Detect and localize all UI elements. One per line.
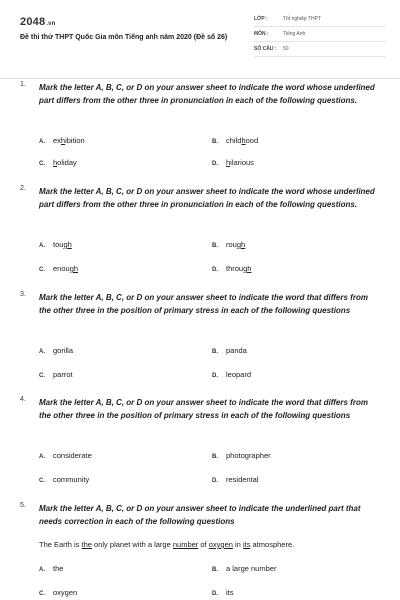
sentence-underlined-part: the	[81, 540, 92, 549]
option-text: leopard	[226, 370, 252, 379]
site-logo[interactable]	[20, 16, 56, 28]
option-label: D.	[212, 373, 218, 379]
option-label: D.	[212, 591, 218, 597]
meta-key: MÔN :	[254, 31, 269, 37]
question-stem: Mark the letter A, B, C, or D on your answer sheet to indicate the word whose underlined part differs from the other three in pronunciation in each of the following questions.	[39, 83, 375, 105]
option-a[interactable]	[39, 240, 72, 249]
page-header	[18, 0, 382, 70]
option-d[interactable]	[212, 158, 254, 167]
option-b[interactable]	[212, 451, 271, 460]
option-text: its	[226, 588, 234, 597]
option-text: gorilla	[53, 346, 74, 355]
option-a[interactable]	[39, 451, 92, 460]
option-underlined: gh	[236, 240, 246, 249]
option-a[interactable]	[39, 136, 85, 145]
option-b[interactable]	[212, 564, 276, 573]
meta-key: LỚP :	[254, 16, 268, 22]
option-underlined: gh	[63, 240, 72, 249]
exam-title: Đề thi thử THPT Quốc Gia môn Tiếng anh năm 2020 (Đề số 26)	[20, 34, 228, 41]
question-number: 2.	[20, 185, 26, 192]
option-label: D.	[212, 478, 218, 484]
option-text: ood	[245, 136, 259, 145]
option-underlined: gh	[243, 264, 252, 273]
option-text: panda	[226, 346, 247, 355]
option-label: C.	[39, 591, 45, 597]
meta-row-class	[254, 12, 386, 27]
option-d[interactable]	[212, 588, 234, 597]
option-c[interactable]	[39, 264, 78, 273]
exam-meta-table	[254, 12, 386, 57]
option-b[interactable]	[212, 240, 245, 249]
option-c[interactable]	[39, 158, 77, 167]
option-text: enou	[53, 264, 70, 273]
meta-value: Tốt nghiệp THPT	[283, 16, 321, 22]
meta-key: SỐ CÂU :	[254, 46, 277, 52]
option-d[interactable]	[212, 475, 259, 484]
sentence-underlined-part: number	[172, 540, 199, 549]
option-text: ilarious	[230, 158, 254, 167]
option-label: A.	[39, 567, 45, 573]
question-stem: Mark the letter A, B, C, or D on your answer sheet to indicate the word that differs from the other three in the position of primary stress in each of the following questions	[39, 293, 368, 315]
option-label: D.	[212, 267, 218, 273]
sentence-part: atmosphere.	[250, 540, 295, 549]
option-label: A.	[39, 243, 45, 249]
option-label: B.	[212, 349, 218, 355]
option-label: C.	[39, 161, 45, 167]
question-number: 5.	[20, 502, 26, 509]
option-d[interactable]	[212, 370, 251, 379]
option-underlined: h	[226, 158, 231, 167]
option-text: community	[53, 475, 90, 484]
option-text: considerate	[53, 451, 92, 460]
option-text: rou	[226, 240, 237, 249]
question-stem: Mark the letter A, B, C, or D on your answer sheet to indicate the word that differs from the other three in the position of primary stress in each of the following questions	[39, 398, 368, 420]
option-label: B.	[212, 567, 218, 573]
option-label: D.	[212, 161, 218, 167]
option-underlined: h	[241, 136, 246, 145]
option-b[interactable]	[212, 346, 247, 355]
sentence-underlined-part: oxygen	[208, 540, 233, 549]
option-text: parrot	[53, 370, 73, 379]
option-label: C.	[39, 478, 45, 484]
option-text: oxygen	[53, 588, 78, 597]
option-underlined: h	[53, 158, 58, 167]
option-text: ex	[53, 136, 61, 145]
option-c[interactable]	[39, 588, 77, 597]
option-text: the	[53, 564, 64, 573]
option-label: B.	[212, 243, 218, 249]
option-label: A.	[39, 349, 45, 355]
sentence-part: of	[198, 540, 209, 549]
option-text: child	[226, 136, 242, 145]
question-number: 3.	[20, 291, 26, 298]
option-text: throu	[226, 264, 244, 273]
option-text: oliday	[57, 158, 77, 167]
option-underlined: gh	[69, 264, 79, 273]
option-underlined: h	[60, 136, 66, 145]
option-a[interactable]	[39, 346, 73, 355]
question-stem: Mark the letter A, B, C, or D on your answer sheet to indicate the word whose underlined part differs from the other three in pronunciation in each of the following questions.	[39, 187, 375, 209]
option-label: C.	[39, 373, 45, 379]
option-text: photographer	[226, 451, 271, 460]
sentence-part: The Earth is	[39, 540, 82, 549]
option-d[interactable]	[212, 264, 251, 273]
sentence-underlined-part: its	[242, 540, 251, 549]
option-label: B.	[212, 454, 218, 460]
meta-value: 50	[283, 46, 289, 52]
sentence-part: in	[232, 540, 243, 549]
option-c[interactable]	[39, 475, 89, 484]
question-number: 4.	[20, 396, 26, 403]
question-number: 1.	[20, 81, 26, 88]
option-a[interactable]	[39, 564, 63, 573]
option-label: A.	[39, 454, 45, 460]
option-label: A.	[39, 139, 45, 145]
logo-main: 2048	[20, 16, 46, 28]
option-b[interactable]	[212, 136, 258, 145]
meta-row-count	[254, 42, 386, 57]
meta-row-subject	[254, 27, 386, 42]
sentence-part: only planet with a large	[91, 540, 173, 549]
question-sentence	[39, 540, 377, 549]
option-c[interactable]	[39, 370, 73, 379]
option-text: ibition	[65, 136, 85, 145]
option-text: tou	[53, 240, 64, 249]
header-divider	[0, 78, 400, 79]
option-label: C.	[39, 267, 45, 273]
logo-tld: .vn	[46, 21, 56, 27]
question-stem: Mark the letter A, B, C, or D on your answer sheet to indicate the underlined part that needs correction in each of the following questions	[39, 504, 361, 526]
option-text: residental	[226, 475, 259, 484]
option-label: B.	[212, 139, 218, 145]
meta-value: Tiếng Anh	[283, 31, 306, 37]
option-text: a large number	[226, 564, 277, 573]
